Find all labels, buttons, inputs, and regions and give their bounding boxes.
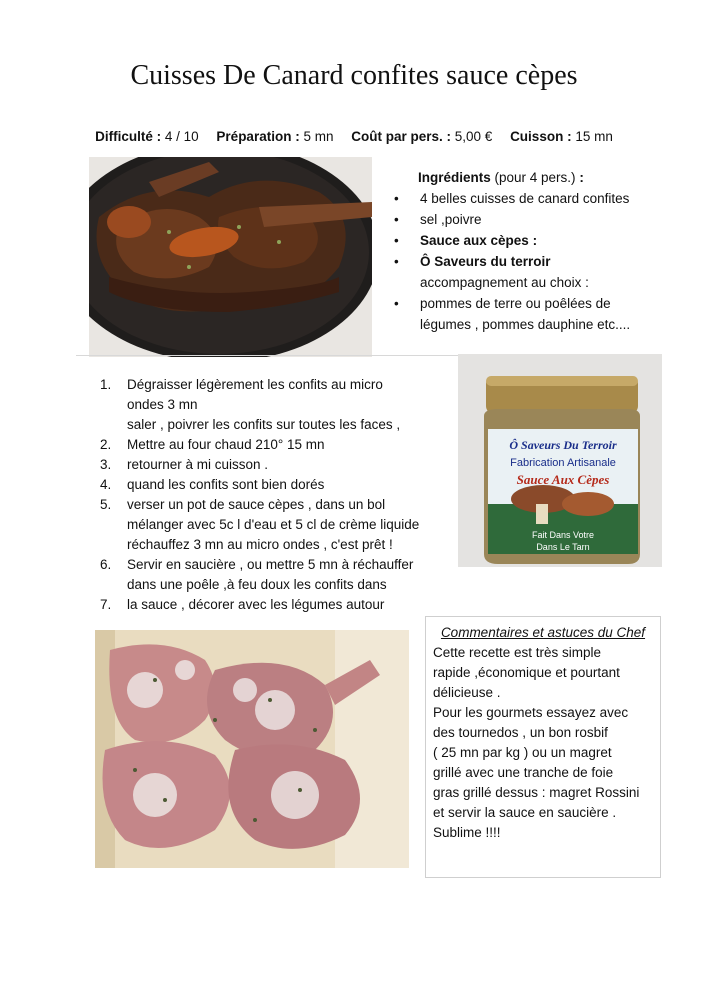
ingredient-text: sel ,poivre bbox=[420, 212, 482, 227]
cost-label: Coût par pers. : bbox=[351, 129, 451, 144]
jar-label-line1: Ô Saveurs Du Terroir bbox=[509, 438, 617, 452]
step-number: 1. bbox=[100, 377, 112, 392]
tips-line: gras grillé dessus : magret Rossini bbox=[433, 785, 640, 800]
step-text: la sauce , décorer avec les légumes autour bbox=[127, 597, 385, 612]
tips-line: des tournedos , un bon rosbif bbox=[433, 725, 608, 740]
tips-line: et servir la sauce en saucière . bbox=[433, 805, 617, 820]
ingredient-item bbox=[388, 230, 688, 251]
step-item bbox=[100, 495, 460, 515]
tips-line: Sublime !!!! bbox=[433, 825, 501, 840]
preparation-value: 5 mn bbox=[299, 129, 334, 144]
step-number: 6. bbox=[100, 557, 112, 572]
step-item bbox=[100, 455, 460, 475]
step-continuation: réchauffez 3 mn au micro ondes , c'est prêt ! bbox=[127, 537, 393, 552]
tips-line: ( 25 mn par kg ) ou un magret bbox=[433, 745, 612, 760]
step-number: 5. bbox=[100, 497, 112, 512]
step-item bbox=[100, 375, 460, 395]
step-text: quand les confits sont bien dorés bbox=[127, 477, 325, 492]
ingredient-text: Sauce aux cèpes : bbox=[420, 233, 538, 248]
cost-value: 5,00 € bbox=[451, 129, 493, 144]
ingredient-extra: accompagnement au choix : bbox=[420, 275, 589, 290]
cooked-duck-photo bbox=[89, 157, 372, 357]
tips-line: délicieuse . bbox=[433, 685, 501, 700]
recipe-meta bbox=[0, 129, 708, 144]
ingredients-heading-colon: : bbox=[579, 170, 584, 185]
step-continuation: ondes 3 mn bbox=[127, 397, 198, 412]
step-text: Mettre au four chaud 210° 15 mn bbox=[127, 437, 325, 452]
ingredients-heading-bold: Ingrédients bbox=[418, 170, 491, 185]
step-item bbox=[100, 595, 460, 615]
step-item bbox=[100, 555, 460, 575]
chef-tips-box bbox=[425, 616, 661, 878]
ingredient-text: Ô Saveurs du terroir bbox=[420, 254, 551, 269]
step-item bbox=[100, 475, 460, 495]
ingredients-block bbox=[388, 167, 688, 335]
step-continuation: saler , poivrer les confits sur toutes les faces , bbox=[127, 417, 401, 432]
ingredient-text: 4 belles cuisses de canard confites bbox=[420, 191, 630, 206]
steps-list bbox=[100, 375, 460, 615]
tips-heading: Commentaires et astuces du Chef bbox=[440, 625, 646, 640]
ingredient-item bbox=[388, 293, 688, 335]
step-item bbox=[100, 435, 460, 455]
jar-label-line4: Fait Dans Votre bbox=[531, 530, 595, 540]
step-text: verser un pot de sauce cèpes , dans un bol bbox=[127, 497, 386, 512]
cooking-label: Cuisson : bbox=[510, 129, 572, 144]
step-number: 3. bbox=[100, 457, 112, 472]
step-number: 4. bbox=[100, 477, 112, 492]
ingredient-item bbox=[388, 209, 688, 230]
ingredients-heading bbox=[388, 167, 688, 188]
tips-line: Pour les gourmets essayez avec bbox=[433, 705, 629, 720]
ingredients-heading-servings: (pour 4 pers.) bbox=[490, 170, 580, 185]
sauce-jar-photo bbox=[458, 354, 662, 567]
ingredient-text: pommes de terre ou poêlées de bbox=[420, 296, 611, 311]
ingredient-extra: légumes , pommes dauphine etc.... bbox=[420, 317, 631, 332]
cooking-value: 15 mn bbox=[571, 129, 613, 144]
raw-duck-photo bbox=[95, 630, 409, 868]
tips-line: rapide ,économique et pourtant bbox=[433, 665, 620, 680]
step-number: 7. bbox=[100, 597, 112, 612]
step-text: Servir en saucière , ou mettre 5 mn à réchauffer bbox=[127, 557, 414, 572]
recipe-title: Cuisses De Canard confites sauce cèpes bbox=[130, 60, 578, 91]
step-number: 2. bbox=[100, 437, 112, 452]
jar-label-line3: Sauce Aux Cèpes bbox=[516, 472, 610, 487]
ingredient-item bbox=[388, 188, 688, 209]
jar-label-line5: Dans Le Tarn bbox=[536, 542, 590, 552]
ingredient-item bbox=[388, 251, 688, 293]
step-text: retourner à mi cuisson . bbox=[127, 457, 269, 472]
tips-line: Cette recette est très simple bbox=[433, 645, 602, 660]
jar-label-line2: Fabrication Artisanale bbox=[510, 457, 616, 469]
difficulty-value: 4 / 10 bbox=[161, 129, 199, 144]
step-continuation: dans une poêle ,à feu doux les confits dans bbox=[127, 577, 387, 592]
tips-line: grillé avec une tranche de foie bbox=[433, 765, 614, 780]
ingredients-list bbox=[388, 188, 688, 335]
step-text: Dégraisser légèrement les confits au micro bbox=[127, 377, 383, 392]
difficulty-label: Difficulté : bbox=[95, 129, 162, 144]
preparation-label: Préparation : bbox=[216, 129, 300, 144]
step-continuation: mélanger avec 5c l d'eau et 5 cl de crème liquide bbox=[127, 517, 420, 532]
